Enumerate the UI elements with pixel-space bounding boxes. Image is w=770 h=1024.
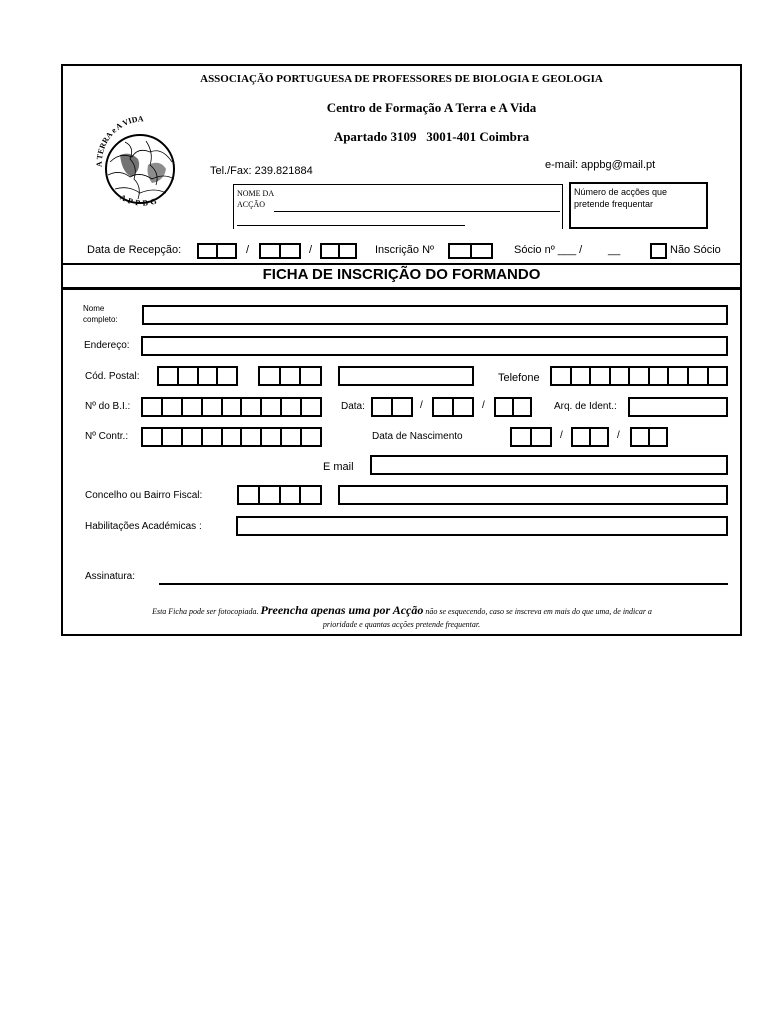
concelho-code[interactable] (237, 485, 322, 505)
bi-label: Nº do B.I.: (85, 401, 131, 412)
telefone-label: Telefone (498, 372, 540, 384)
nao-socio-checkbox[interactable] (650, 243, 667, 259)
data-bi-month[interactable] (432, 397, 474, 417)
concelho-field[interactable] (338, 485, 728, 505)
bi-field[interactable] (141, 397, 322, 417)
center-address: Apartado 3109 3001-401 Coimbra (333, 129, 530, 144)
habilitacoes-label: Habilitações Académicas : (85, 521, 202, 532)
data-bi-label: Data: (341, 401, 365, 412)
cod-postal-4digit[interactable] (157, 366, 238, 386)
slash-3: / (420, 400, 423, 411)
form-title: FICHA DE INSCRIÇÃO DO FORMANDO (262, 266, 541, 283)
data-recepcao-year[interactable] (320, 243, 357, 259)
center-name: Centro de Formação A Terra e A Vida (326, 100, 537, 115)
slash-1: / (246, 244, 250, 256)
slash-5: / (560, 430, 563, 441)
inscricao-number[interactable] (448, 243, 493, 259)
nome-label-1: Nome (83, 304, 105, 313)
email-label: E mail (323, 461, 354, 473)
appbg-logo (80, 107, 205, 217)
data-nasc-day[interactable] (510, 427, 552, 447)
association-name: ASSOCIAÇÃO PORTUGUESA DE PROFESSORES DE BIOLOGIA E GEOLOGIA (200, 73, 603, 85)
data-bi-day[interactable] (371, 397, 413, 417)
footer-line2: prioridade e quantas acções pretende frequentar. (322, 620, 481, 629)
nome-label-2: completo: (83, 315, 118, 324)
concelho-label: Concelho ou Bairro Fiscal: (85, 490, 203, 501)
localidade-field[interactable] (338, 366, 474, 386)
inscricao-label: Inscrição Nº (375, 244, 435, 256)
telfax-text: Tel./Fax: 239.821884 (210, 165, 313, 177)
footer-part3: não se esquecendo, caso se inscreva em mais do que uma, de indicar a (425, 607, 652, 616)
cod-postal-3digit[interactable] (258, 366, 322, 386)
data-recepcao-day[interactable] (197, 243, 237, 259)
endereco-field[interactable] (141, 336, 728, 356)
nome-da-accao-line-1 (274, 211, 560, 212)
email-field[interactable] (370, 455, 728, 475)
nome-da-accao-label-2: ACÇÃO (237, 200, 266, 209)
slash-6: / (617, 430, 620, 441)
assinatura-label: Assinatura: (85, 571, 136, 582)
data-nasc-year[interactable] (630, 427, 668, 447)
slash-2: / (309, 244, 313, 256)
num-accoes-label: Número de acções que pretende frequentar (574, 187, 668, 209)
arq-ident-field[interactable] (628, 397, 728, 417)
data-nascimento-label: Data de Nascimento (372, 431, 463, 442)
logo-text-bottom: APPBG (118, 192, 161, 208)
footer-part2: Preencha apenas uma por Acção (260, 603, 424, 617)
data-bi-year[interactable] (494, 397, 532, 417)
contr-label: Nº Contr.: (85, 431, 129, 442)
socio-tail: __ (608, 244, 621, 256)
nao-socio-label: Não Sócio (670, 244, 721, 256)
contr-field[interactable] (141, 427, 322, 447)
logo-text-top: A TERRA e A VIDA (94, 114, 144, 168)
data-recepcao-month[interactable] (259, 243, 301, 259)
arq-ident-label: Arq. de Ident.: (554, 401, 617, 412)
nome-da-accao-line-2 (237, 225, 465, 226)
slash-4: / (482, 400, 485, 411)
num-accoes-box[interactable] (569, 182, 708, 229)
data-nasc-month[interactable] (571, 427, 609, 447)
footer-note (65, 604, 739, 618)
nome-da-accao-box[interactable] (233, 184, 563, 229)
endereco-label: Endereço: (84, 340, 130, 351)
nome-completo-field[interactable] (142, 305, 728, 325)
data-recepcao-label: Data de Recepção: (87, 244, 182, 256)
telefone-field[interactable] (550, 366, 728, 386)
email-text: e-mail: appbg@mail.pt (545, 159, 656, 171)
socio-label: Sócio nº ___ / (514, 244, 583, 256)
habilitacoes-field[interactable] (236, 516, 728, 536)
nome-da-accao-label-1: NOME DA (237, 189, 275, 198)
footer-part1: Esta Ficha pode ser fotocopiada. (152, 607, 259, 616)
assinatura-line[interactable] (159, 583, 728, 585)
cod-postal-label: Cód. Postal: (85, 371, 140, 382)
